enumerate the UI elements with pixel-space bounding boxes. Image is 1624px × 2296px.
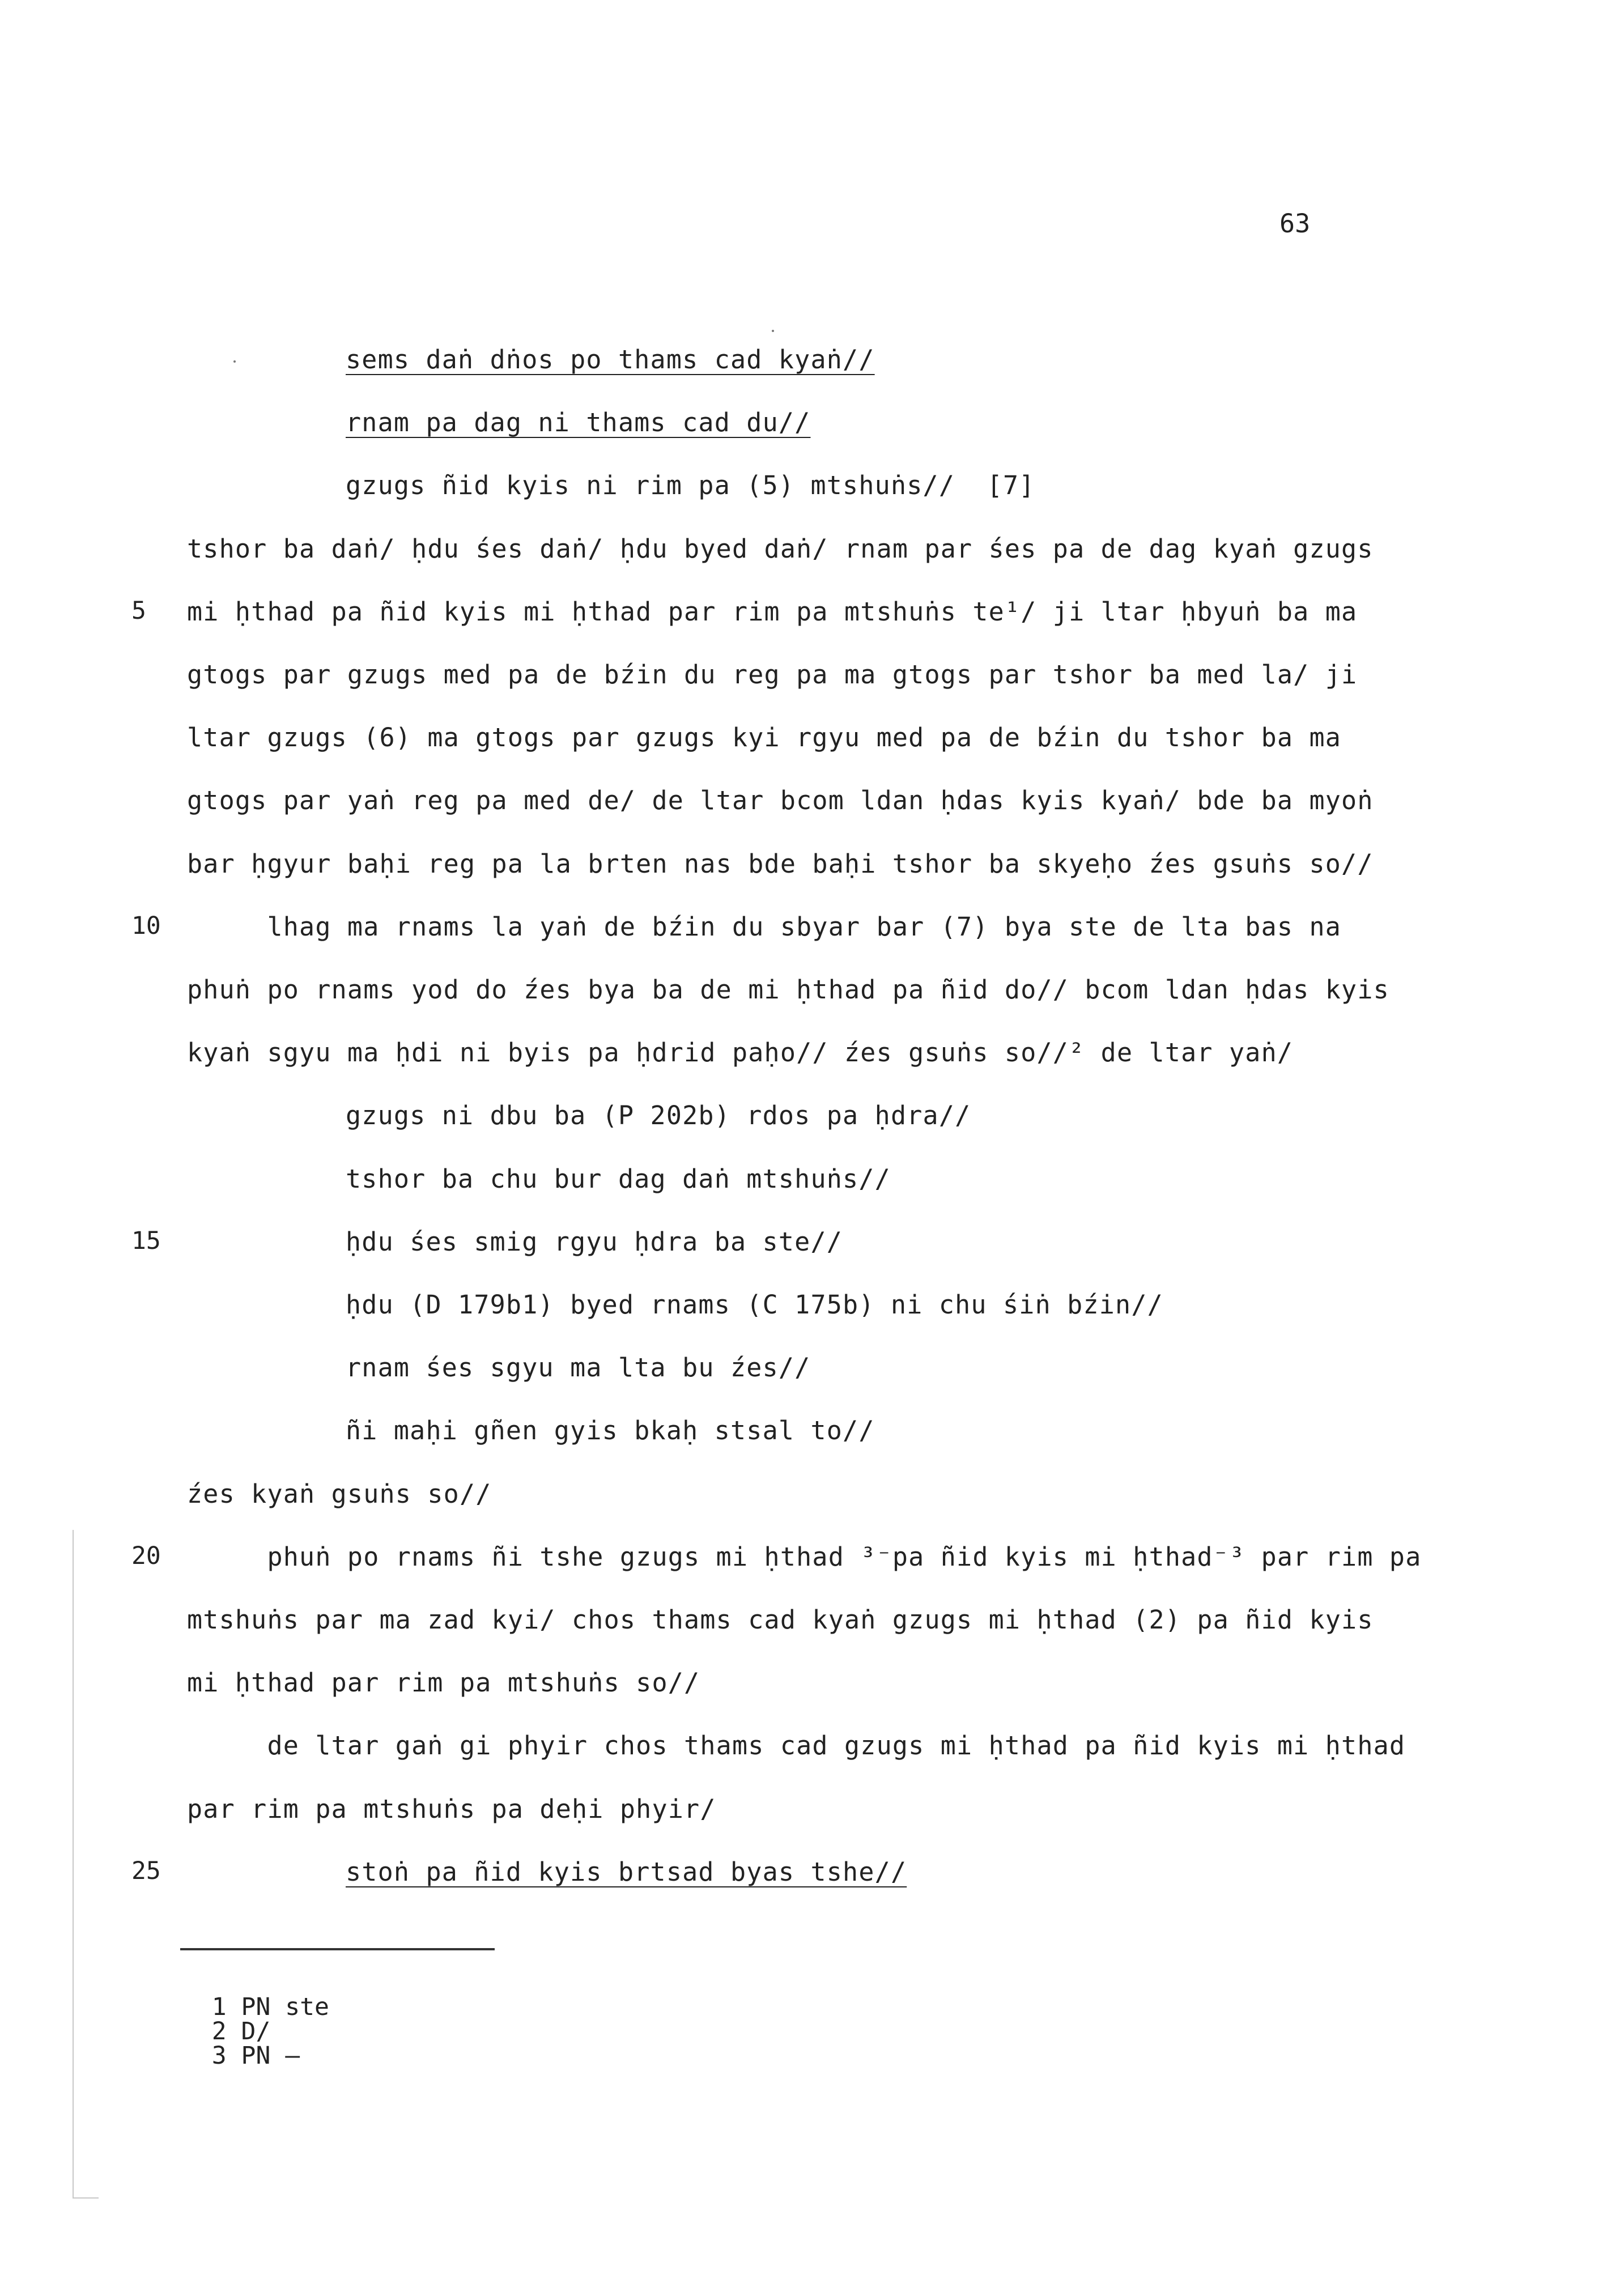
text-line <box>0 785 1624 851</box>
line-text: rnam śes sgyu ma lta bu źes// <box>346 1353 811 1383</box>
line-text: rnam pa dag ni thams cad du// <box>346 407 811 438</box>
line-text: stoṅ pa ñid kyis brtsad byas tshe// <box>346 1856 907 1887</box>
binding-margin-foot <box>73 2197 99 2199</box>
text-line <box>0 1478 1624 1545</box>
text-line <box>0 470 1624 536</box>
binding-margin-line <box>73 1530 74 2199</box>
line-text: ñi maḥi gñen gyis bkaḥ stsal to// <box>346 1415 875 1446</box>
line-text: gtogs par yaṅ reg pa med de/ de ltar bcom ldan ḥdas kyis kyaṅ/ bde ba myoṅ <box>187 785 1374 816</box>
text-line <box>0 1541 1624 1608</box>
line-text: tshor ba daṅ/ ḥdu śes daṅ/ ḥdu byed daṅ/ rnam par śes pa de dag kyaṅ gzugs <box>187 533 1374 564</box>
footnote-rule <box>180 1948 495 1950</box>
text-line <box>0 662 1624 725</box>
line-text: phuṅ po rnams ñi tshe gzugs mi ḥthad ³⁻pa ñid kyis mi ḥthad⁻³ par rim pa <box>187 1541 1422 1572</box>
text-line <box>0 1730 1624 1796</box>
line-text: mi ḥthad pa ñid kyis mi ḥthad par rim pa mtshuṅs te¹/ ji ltar ḥbyuṅ ba ma <box>187 596 1358 627</box>
footnotes <box>182 1971 397 2068</box>
line-text: bar ḥgyur baḥi reg pa la brten nas bde baḥi tshor ba skyeḥo źes gsuṅs so// <box>187 848 1374 879</box>
line-text: par rim pa mtshuṅs pa deḥi phyir/ <box>187 1793 716 1824</box>
line-text: ḥdu śes smig rgyu ḥdra ba ste// <box>346 1226 843 1257</box>
text-line <box>0 722 1624 788</box>
line-number: 25 <box>131 1856 161 1885</box>
line-text: gzugs ni dbu ba (P 202b) rdos pa ḥdra// <box>346 1100 971 1131</box>
text-line <box>0 596 1624 662</box>
text-line <box>0 1607 1624 1670</box>
footnote-3: 3 PN — <box>211 2042 300 2070</box>
text-line <box>0 1856 1624 1923</box>
text-line <box>0 911 1624 977</box>
line-text: kyaṅ sgyu ma ḥdi ni byis pa ḥdrid paḥo// źes gsuṅs so//² de ltar yaṅ/ <box>187 1038 1294 1068</box>
speck <box>233 360 236 363</box>
text-line <box>0 1292 1624 1355</box>
line-number: 10 <box>131 911 161 940</box>
line-text: sems daṅ dṅos po thams cad kyaṅ// <box>346 345 875 375</box>
line-number: 5 <box>131 596 146 625</box>
line-text: mi ḥthad par rim pa mtshuṅs so// <box>187 1668 700 1698</box>
line-text: de ltar gaṅ gi phyir chos thams cad gzugs mi ḥthad pa ñid kyis mi ḥthad <box>187 1730 1406 1761</box>
text-line <box>0 1163 1624 1230</box>
footnote-2: 2 D/ <box>211 2017 271 2046</box>
page-number: 63 <box>1279 209 1311 239</box>
text-line <box>0 1226 1624 1292</box>
line-text: mtshuṅs par ma zad kyi/ chos thams cad kyaṅ gzugs mi ḥthad (2) pa ñid kyis <box>187 1605 1374 1635</box>
line-text: źes kyaṅ gsuṅs so// <box>187 1478 492 1509</box>
text-line <box>0 848 1624 915</box>
text-line <box>0 1100 1624 1166</box>
text-line <box>0 1793 1624 1860</box>
line-number: 20 <box>131 1541 161 1570</box>
line-number: 15 <box>131 1226 161 1255</box>
line-text: gtogs par gzugs med pa de bźin du reg pa ma gtogs par tshor ba med la/ ji <box>187 660 1358 690</box>
line-text: lhag ma rnams la yaṅ de bźin du sbyar bar (7) bya ste de lta bas na <box>187 911 1342 942</box>
line-text: gzugs ñid kyis ni rim pa (5) mtshuṅs// [7] <box>346 470 1035 501</box>
text-line <box>0 977 1624 1040</box>
footnote-1: 1 PN ste <box>211 1993 329 2021</box>
text-line <box>0 1355 1624 1418</box>
text-line <box>0 347 1624 410</box>
text-line <box>0 1670 1624 1733</box>
text-line <box>0 407 1624 473</box>
line-text: ltar gzugs (6) ma gtogs par gzugs kyi rgyu med pa de bźin du tshor ba ma <box>187 722 1342 753</box>
line-text: phuṅ po rnams yod do źes bya ba de mi ḥthad pa ñid do// bcom ldan ḥdas kyis <box>187 975 1389 1005</box>
text-line <box>0 533 1624 599</box>
text-line <box>0 1415 1624 1481</box>
line-text: ḥdu (D 179b1) byed rnams (C 175b) ni chu śiṅ bźin// <box>346 1290 1163 1320</box>
text-line <box>0 1040 1624 1103</box>
speck <box>772 330 774 332</box>
line-text: tshor ba chu bur dag daṅ mtshuṅs// <box>346 1163 891 1194</box>
